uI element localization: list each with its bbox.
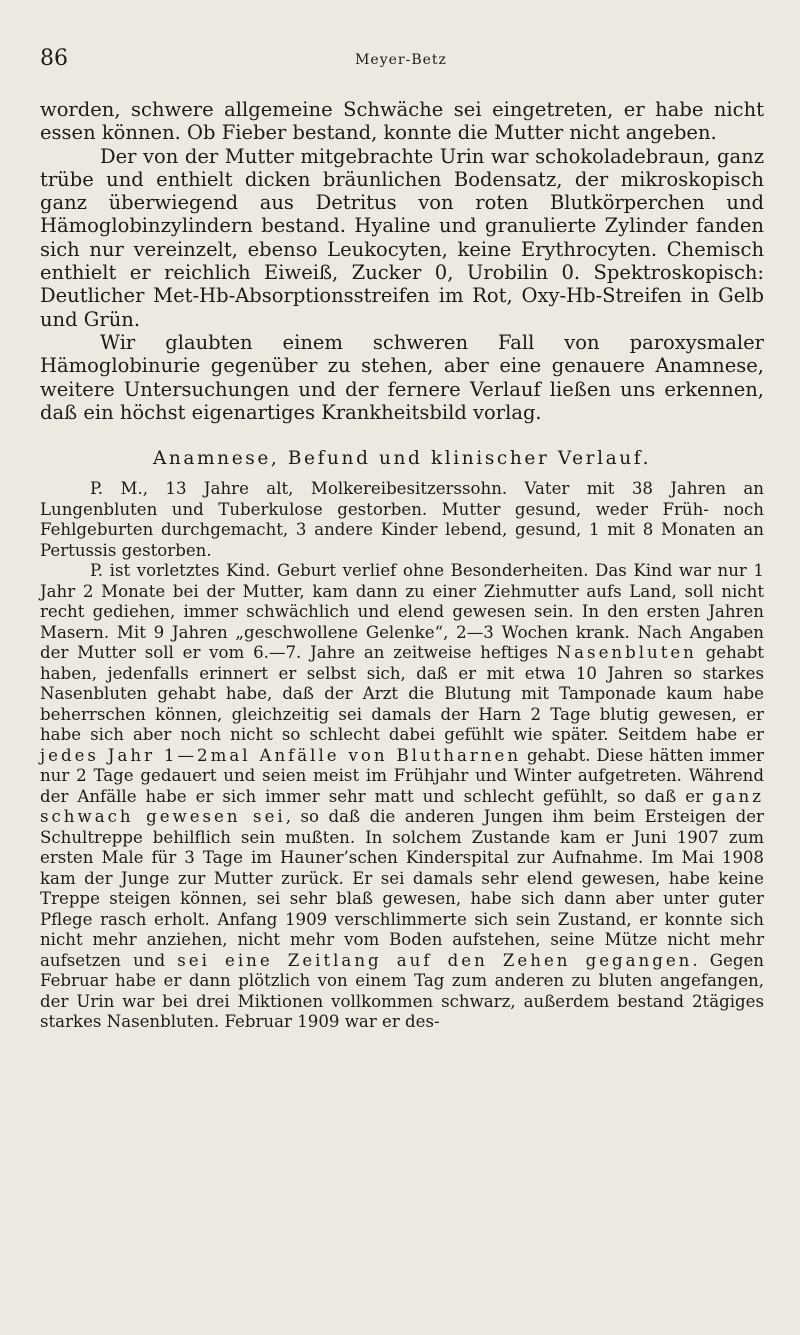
case-text-segment: gehabt. Diese hätten immer nur 2 Tage gedauert und seien meist im Frühjahr und Winter aufgetreten. Während der Anfälle habe er sich immer sehr matt und schlecht gefühlt, so daß er [40, 745, 764, 806]
emphasis-nasenbluten: Nasenbluten [556, 643, 697, 663]
intro-paragraph-3: Wir glaubten einem schweren Fall von paroxysmaler Hämoglobinurie gegenüber zu stehen, aber eine genauere Anamnese, weitere Untersuchungen und der fernere Verlauf ließen uns erkennen, daß ein höchst eigenartiges Krankheitsbild vorlag. [40, 330, 764, 424]
section-heading: Anamnese, Befund und klinischer Verlauf. [152, 448, 652, 470]
emphasis-schwach: ganz schwach gewesen sei [40, 786, 764, 827]
intro-paragraph-1: worden, schwere allgemeine Schwäche sei eingetreten, er habe nicht essen können. Ob Fieber bestand, konnte die Mutter nicht angeben. [40, 98, 764, 145]
case-text-segment: gehabt haben, jedenfalls erinnert er selbst sich, daß er mit etwa 10 Jahren so starkes Nasenbluten gehabt habe, daß der Arzt die Blutung mit Tamponade kaum habe beherrschen können, gleichzeitig sei damals der Harn 2 Tage blutig gewesen, er habe sich aber noch nicht so schlecht dabei gefühlt wie später. Seitdem habe er [40, 643, 764, 745]
case-text-segment: P. ist vorletztes Kind. Geburt verlief ohne Besonderheiten. Das Kind war nur 1 Jahr 2 Monate bei der Mutter, kam dann zu einer Ziehmutter aufs Land, soll nicht recht gediehen, immer schwächlich und elend gewesen sein. In den ersten Jahren Masern. Mit 9 Jahren „geschwollene Gelenke“, 2—3 Wochen krank. Nach Angaben der Mutter soll er vom 6.—7. Jahre an zeitweise heftiges [40, 561, 764, 663]
emphasis-anfaelle: jedes Jahr 1—2mal Anfälle von Blutharnen [40, 745, 522, 765]
case-text-segment: , so daß die anderen Jungen ihm beim Ersteigen der Schultreppe behilflich sein mußten. In solchem Zustande kam er Juni 1907 zum ersten Male für 3 Tage im Hauner’schen Kinderspital zur Aufnahme. Im Mai 1908 kam der Junge zur Mutter zurück. Er sei damals sehr elend gewesen, habe keine Treppe steigen können, sei sehr blaß gewesen, habe sich dann aber unter guter Pflege rasch erholt. Anfang 1909 verschlimmerte sich sein Zustand, er konnte sich nicht mehr anziehen, nicht mehr vom Boden aufstehen, seine Mütze nicht mehr aufsetzen und [40, 807, 764, 970]
case-paragraph-1: P. M., 13 Jahre alt, Molkereibesitzerssohn. Vater mit 38 Jahren an Lungenbluten und Tuberkulose gestorben. Mutter gesund, weder Früh- noch Fehlgeburten durchgemacht, 3 andere Kinder lebend, gesund, 1 mit 8 Monaten an Pertussis gestorben. [40, 479, 764, 560]
emphasis-zehen: sei eine Zeitlang auf den Zehen gegangen [177, 950, 693, 970]
page-header [40, 46, 762, 76]
case-text-segment: . Gegen Februar habe er dann plötzlich von einem Tag zum anderen zu bluten angefangen, der Urin war bei drei Miktionen vollkommen schwarz, außerdem bestand 2tägiges starkes Nasenbluten. Februar 1909 war er des- [40, 950, 764, 1032]
intro-paragraph-2: Der von der Mutter mitgebrachte Urin war schokoladebraun, ganz trübe und enthielt dicken bräunlichen Bodensatz, der mikroskopisch ganz überwiegend aus Detritus von roten Blutkörperchen und Hämoglobinzylindern bestand. Hyaline und granulierte Zylinder fanden sich nur vereinzelt, ebenso Leukocyten, keine Erythrocyten. Chemisch enthielt er reichlich Eiweiß, Zucker 0, Urobilin 0. Spektroskopisch: Deutlicher Met-Hb-Absorptionsstreifen im Rot, Oxy-Hb-Streifen in Gelb und Grün. [40, 144, 764, 331]
case-paragraph-2 [40, 561, 764, 1033]
page-number: 86 [40, 46, 68, 71]
page-body [40, 98, 764, 1033]
running-head: Meyer-Betz [355, 52, 447, 68]
